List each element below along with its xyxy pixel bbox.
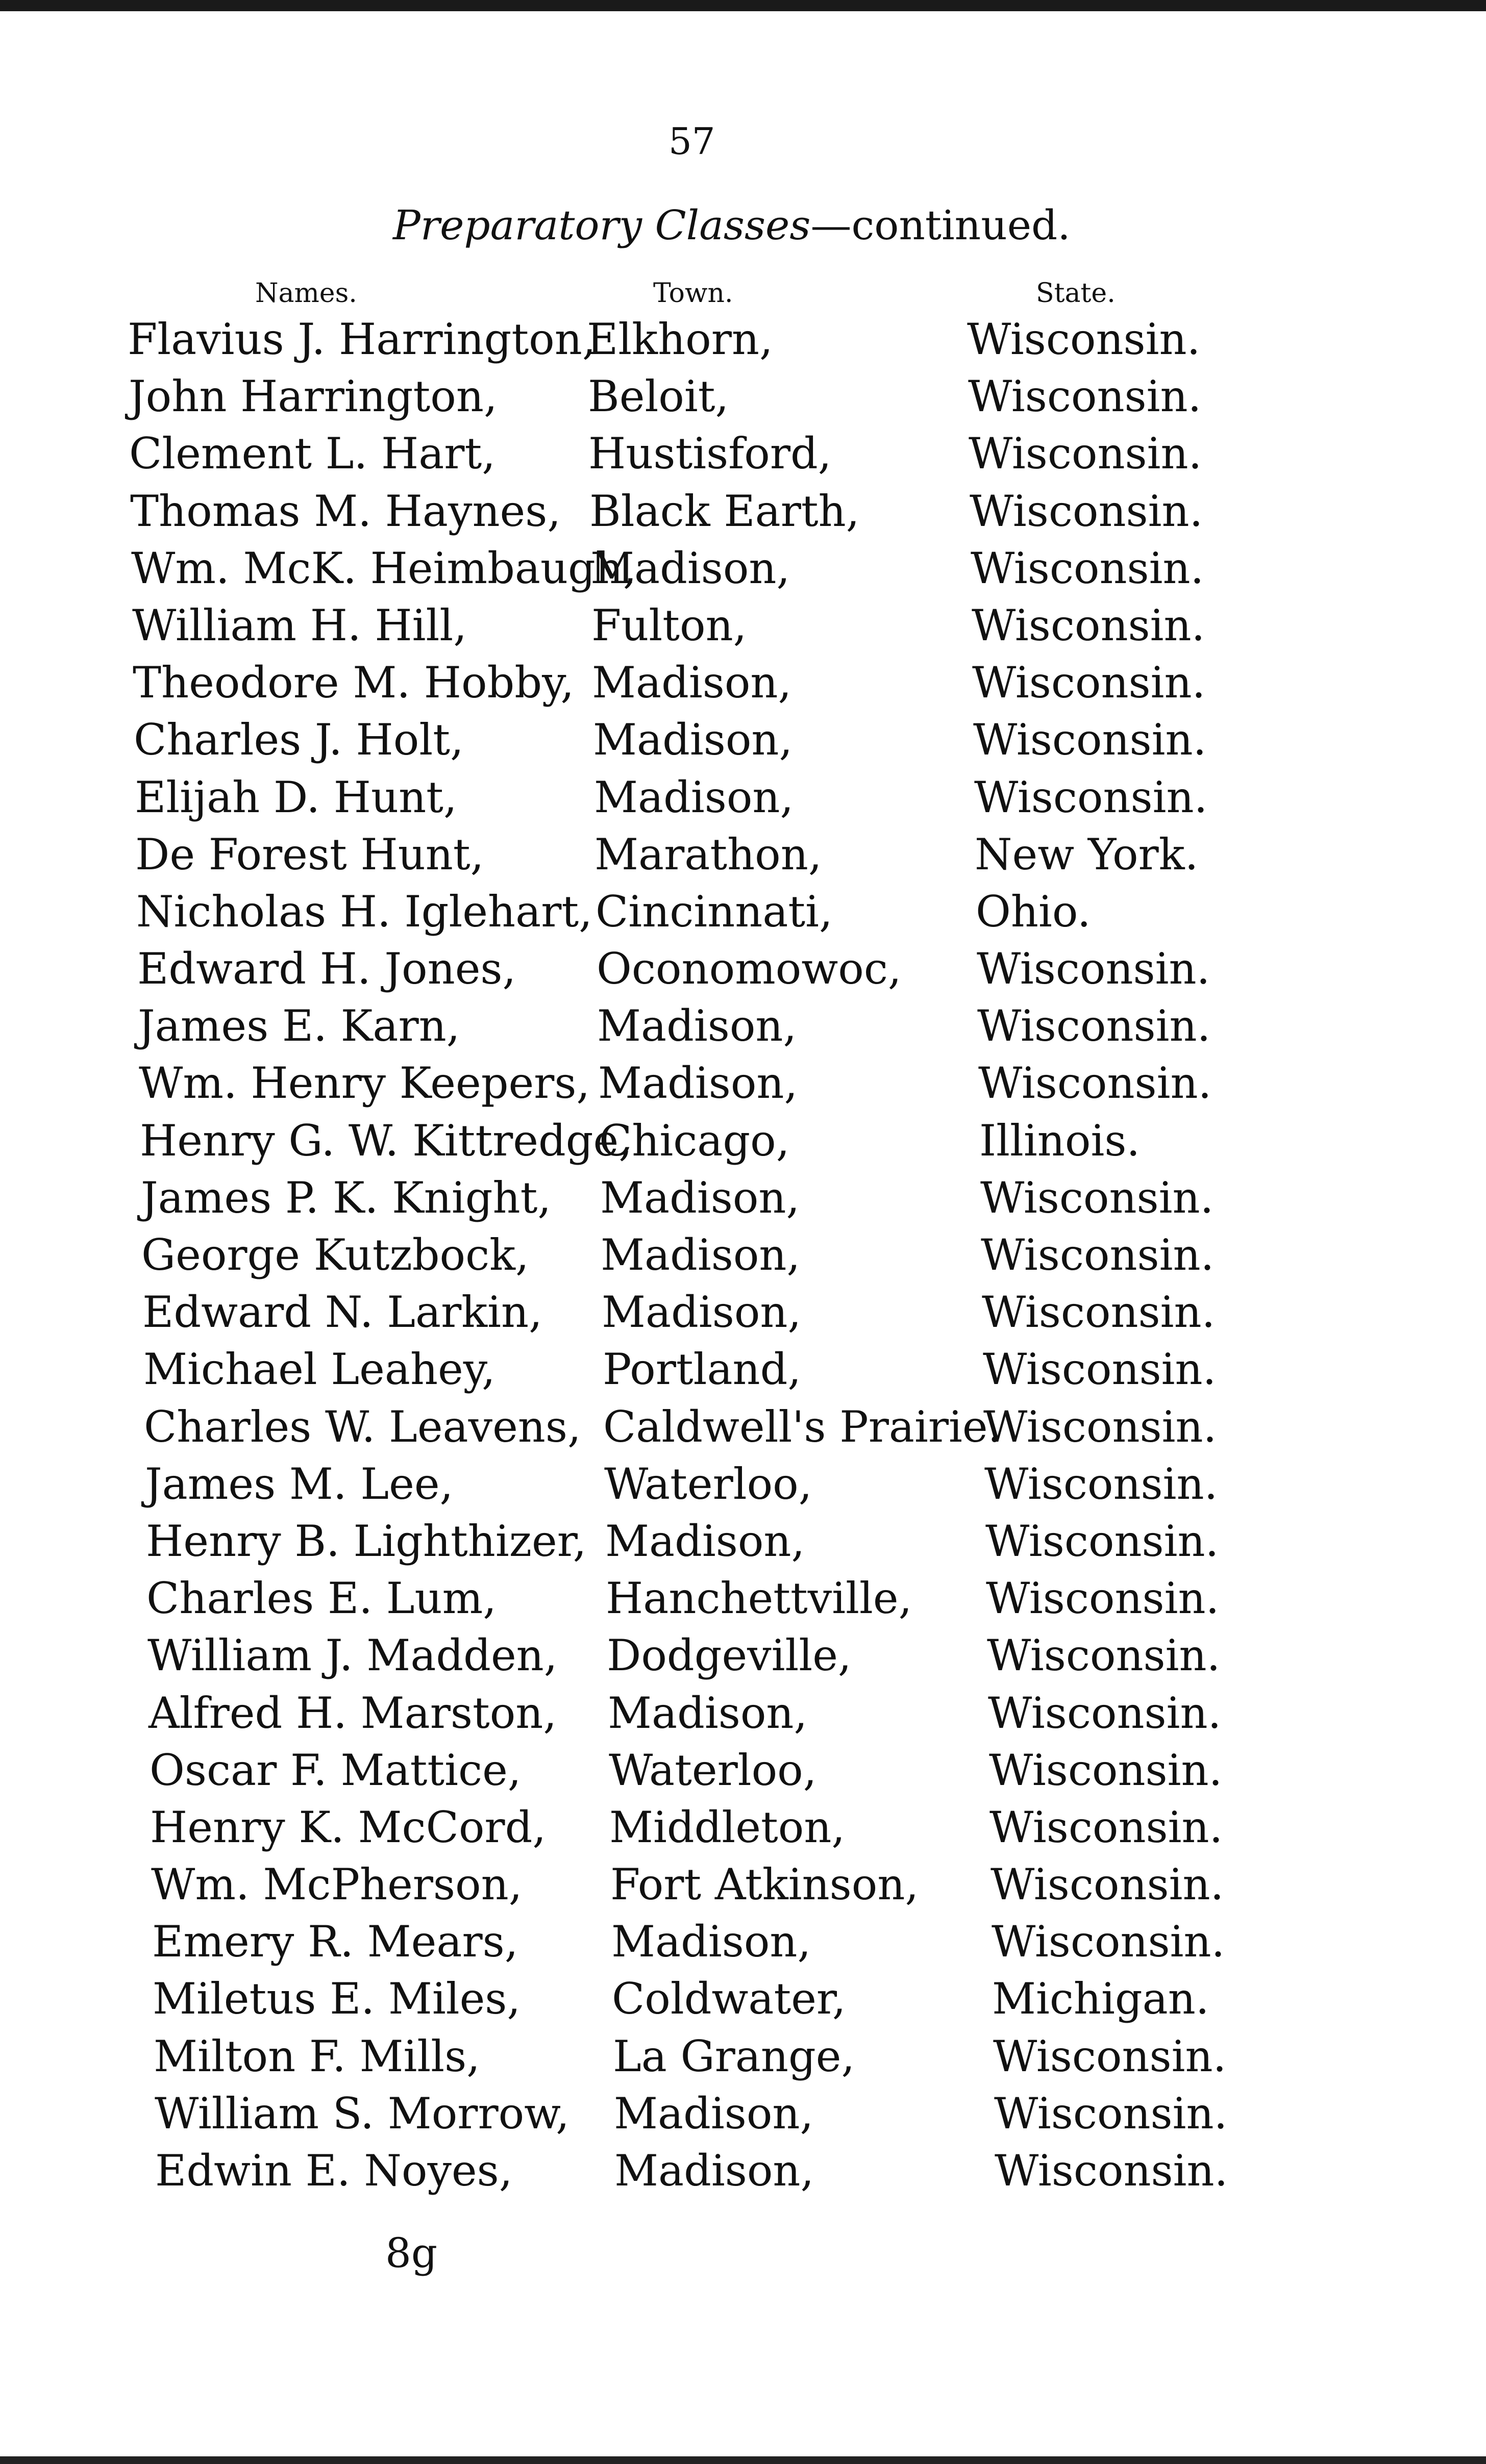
student-name: Charles W. Leavens, (144, 1401, 581, 1452)
student-name: Oscar F. Mattice, (150, 1745, 522, 1795)
student-town: Marathon, (595, 829, 822, 879)
list-row (0, 1799, 1486, 1856)
column-header-town: Town. (653, 278, 733, 309)
list-row (0, 1856, 1486, 1914)
list-row (0, 1513, 1486, 1570)
list-row (0, 1971, 1486, 2028)
student-name: William H. Hill, (132, 600, 467, 650)
list-row (0, 826, 1486, 884)
student-town: Cincinnati, (596, 886, 833, 937)
list-row (0, 2143, 1486, 2200)
student-name: Elijah D. Hunt, (135, 772, 457, 822)
student-name: Charles E. Lum, (146, 1573, 497, 1624)
student-town: Coldwater, (612, 1974, 846, 2024)
student-state: Wisconsin. (990, 1859, 1224, 1910)
student-town: Madison, (598, 1058, 798, 1109)
student-town: Waterloo, (609, 1745, 817, 1795)
student-town: Waterloo, (604, 1459, 812, 1509)
student-name: Clement L. Hart, (129, 429, 496, 479)
student-state: Wisconsin. (992, 1917, 1225, 1967)
student-state: Wisconsin. (984, 1459, 1218, 1509)
student-town: Fort Atkinson, (610, 1859, 919, 1910)
list-row (0, 1742, 1486, 1799)
student-town: Middleton, (609, 1802, 846, 1852)
list-row (0, 769, 1486, 826)
student-town: Elkhorn, (587, 314, 773, 364)
student-town: Beloit, (588, 371, 729, 422)
student-state: Wisconsin. (988, 1688, 1222, 1738)
section-heading (393, 202, 1071, 249)
student-name: Wm. McK. Heimbaugh, (131, 543, 637, 593)
student-name: Wm. Henry Keepers, (139, 1058, 590, 1109)
student-state: Wisconsin. (968, 371, 1202, 422)
list-row (0, 712, 1486, 769)
student-state: Wisconsin. (977, 944, 1210, 994)
list-row (0, 483, 1486, 540)
student-name: Emery R. Mears, (152, 1917, 518, 1967)
student-state: Michigan. (992, 1974, 1209, 2024)
student-town: Madison, (601, 1230, 801, 1280)
student-name: Henry B. Lighthizer, (146, 1516, 587, 1566)
student-state: Wisconsin. (969, 429, 1202, 479)
section-heading-italic: Preparatory Classes (393, 202, 811, 249)
list-row (0, 368, 1486, 425)
list-row (0, 1627, 1486, 1684)
list-row (0, 597, 1486, 655)
list-row (0, 1227, 1486, 1284)
student-name: James P. K. Knight, (141, 1172, 552, 1223)
student-name: William S. Morrow, (155, 2088, 569, 2139)
list-row (0, 1914, 1486, 1971)
student-state: Wisconsin. (993, 2031, 1227, 2081)
list-row (0, 1341, 1486, 1398)
list-row (0, 1284, 1486, 1341)
student-name: Edwin E. Noyes, (155, 2146, 513, 2196)
student-state: Ohio. (976, 886, 1091, 937)
student-town: Madison, (592, 658, 792, 708)
student-name: Alfred H. Marston, (148, 1688, 557, 1738)
bottom-edge-rule (0, 2456, 1486, 2464)
signature-mark: 8g (385, 2229, 438, 2277)
student-state: Wisconsin. (980, 1172, 1214, 1223)
student-name: Theodore M. Hobby, (133, 658, 575, 708)
list-row (0, 2028, 1486, 2085)
student-state: Wisconsin. (994, 2088, 1228, 2139)
student-name: Miletus E. Miles, (153, 1974, 521, 2024)
list-row (0, 655, 1486, 712)
student-state: Wisconsin. (974, 772, 1208, 822)
student-town: Fulton, (591, 600, 747, 650)
student-town: Caldwell's Prairie. (603, 1401, 1002, 1452)
student-state: Wisconsin. (967, 314, 1201, 364)
student-list (0, 311, 1486, 2200)
student-town: Madison, (602, 1287, 802, 1338)
student-name: Michael Leahey, (143, 1344, 496, 1395)
student-state: Wisconsin. (972, 658, 1206, 708)
student-state: Wisconsin. (978, 1058, 1212, 1109)
student-name: Henry G. W. Kittredge, (140, 1115, 632, 1166)
student-state: Wisconsin. (983, 1344, 1217, 1395)
list-row (0, 2085, 1486, 2143)
top-edge-rule (0, 0, 1486, 11)
student-state: Wisconsin. (971, 543, 1204, 593)
student-state: Wisconsin. (972, 600, 1205, 650)
student-town: Hustisford, (588, 429, 832, 479)
student-name: Flavius J. Harrington, (128, 314, 596, 364)
page-number: 57 (668, 120, 715, 163)
list-row (0, 1456, 1486, 1513)
student-town: Madison, (614, 2146, 814, 2196)
student-name: De Forest Hunt, (135, 829, 484, 879)
student-town: Madison, (593, 715, 793, 765)
column-header-state: State. (1036, 278, 1116, 309)
student-town: Dodgeville, (607, 1630, 852, 1681)
student-state: Wisconsin. (982, 1287, 1216, 1338)
student-state: Wisconsin. (986, 1573, 1220, 1624)
student-name: Wm. McPherson, (151, 1859, 523, 1910)
list-row (0, 1113, 1486, 1170)
student-town: Oconomowoc, (597, 944, 902, 994)
student-name: Edward N. Larkin, (142, 1287, 542, 1338)
list-row (0, 941, 1486, 998)
student-state: Wisconsin. (989, 1802, 1223, 1852)
list-row (0, 1399, 1486, 1456)
student-state: Wisconsin. (987, 1630, 1221, 1681)
list-row (0, 425, 1486, 483)
student-town: Madison, (590, 543, 790, 593)
student-town: La Grange, (613, 2031, 855, 2081)
list-row (0, 1685, 1486, 1742)
student-name: Henry K. McCord, (150, 1802, 547, 1852)
student-town: Madison, (611, 1917, 811, 1967)
student-name: James E. Karn, (138, 1001, 460, 1051)
student-town: Chicago, (599, 1115, 790, 1166)
student-state: Wisconsin. (970, 486, 1203, 536)
student-state: Wisconsin. (983, 1401, 1217, 1452)
student-name: Thomas M. Haynes, (130, 486, 561, 536)
student-town: Madison, (608, 1688, 808, 1738)
student-state: Wisconsin. (985, 1516, 1219, 1566)
student-name: Edward H. Jones, (137, 944, 516, 994)
student-town: Madison, (594, 772, 794, 822)
student-state: Wisconsin. (995, 2146, 1228, 2196)
list-row (0, 1170, 1486, 1227)
student-state: Wisconsin. (989, 1745, 1223, 1795)
column-header-names: Names. (255, 278, 357, 309)
student-name: John Harrington, (129, 371, 498, 422)
student-town: Madison, (597, 1001, 797, 1051)
list-row (0, 884, 1486, 941)
student-name: James M. Lee, (145, 1459, 454, 1509)
list-row (0, 311, 1486, 368)
student-town: Portland, (603, 1344, 802, 1395)
student-name: William J. Madden, (147, 1630, 558, 1681)
section-heading-rest: —continued. (810, 202, 1071, 249)
student-town: Madison, (605, 1516, 805, 1566)
student-town: Madison, (614, 2088, 814, 2139)
student-state: Wisconsin. (981, 1230, 1215, 1280)
student-name: Charles J. Holt, (134, 715, 464, 765)
list-row (0, 540, 1486, 597)
student-state: New York. (975, 829, 1199, 879)
student-name: Milton F. Mills, (154, 2031, 480, 2081)
student-state: Wisconsin. (973, 715, 1207, 765)
list-row (0, 1055, 1486, 1112)
list-row (0, 998, 1486, 1055)
student-town: Hanchettville, (606, 1573, 912, 1624)
student-town: Black Earth, (589, 486, 860, 536)
student-state: Illinois. (979, 1115, 1141, 1166)
student-name: George Kutzbock, (141, 1230, 529, 1280)
student-town: Madison, (600, 1172, 800, 1223)
student-name: Nicholas H. Iglehart, (136, 886, 592, 937)
list-row (0, 1570, 1486, 1627)
student-state: Wisconsin. (977, 1001, 1211, 1051)
